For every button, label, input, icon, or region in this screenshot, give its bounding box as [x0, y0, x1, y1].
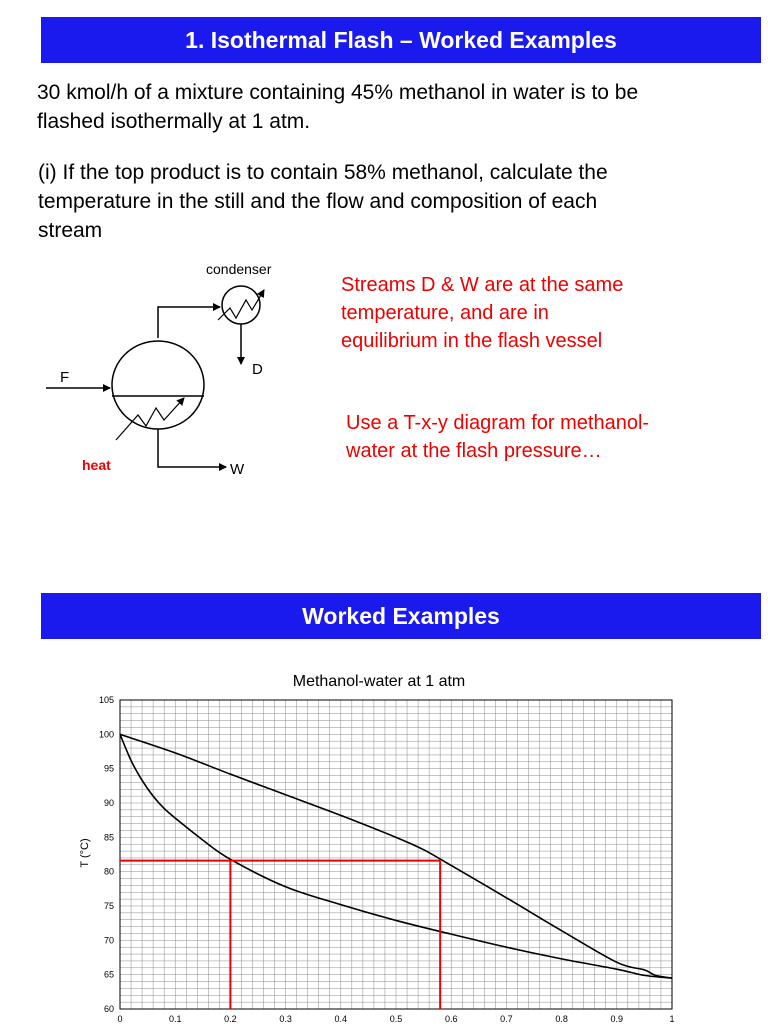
x-tick-label: 0: [117, 1014, 123, 1024]
x-tick-label: 0.4: [334, 1014, 348, 1024]
slide2-title: Worked Examples: [302, 602, 500, 629]
y-tick-label: 85: [103, 832, 114, 843]
note2-line-2: water at the flash pressure…: [346, 440, 602, 462]
question-line-3: stream: [38, 219, 103, 242]
problem-statement: [37, 78, 737, 136]
y-tick-label: 95: [103, 763, 114, 774]
x-tick-label: 0.1: [168, 1014, 182, 1024]
equilibrium-note: [341, 271, 623, 355]
bottoms-label: W: [230, 461, 245, 478]
txy-chart: [0, 660, 768, 1024]
note1-line-2: temperature, and are in: [341, 302, 549, 324]
intro-line-1: 30 kmol/h of a mixture containing 45% methanol in water is to be: [37, 81, 639, 104]
txy-diagram-note: [346, 409, 649, 465]
y-tick-label: 100: [98, 729, 114, 740]
x-tick-label: 0.6: [444, 1014, 458, 1024]
heat-label: heat: [82, 457, 111, 473]
x-tick-label: 0.3: [279, 1014, 292, 1024]
y-tick-label: 90: [103, 798, 114, 808]
x-tick-label: 0.2: [224, 1014, 237, 1024]
x-tick-label: 1: [669, 1014, 675, 1024]
x-tick-label: 0.9: [610, 1014, 624, 1024]
bottoms-line: [158, 429, 226, 467]
slide2-title-banner: [41, 593, 761, 639]
y-tick-label: 75: [103, 901, 114, 911]
x-tick-label: 0.5: [389, 1014, 403, 1024]
chart-title: Methanol-water at 1 atm: [292, 673, 466, 690]
question-line-2: temperature in the still and the flow and composition of each: [38, 190, 598, 213]
x-tick-label: 0.8: [555, 1014, 568, 1024]
intro-line-2: flashed isothermally at 1 atm.: [37, 110, 311, 133]
vapour-line: [158, 307, 220, 338]
x-tick-label: 0.7: [500, 1014, 513, 1024]
note1-line-1: Streams D & W are at the same: [341, 274, 624, 296]
flash-vessel: [112, 341, 204, 429]
y-tick-label: 80: [103, 866, 114, 877]
condenser-icon: [222, 286, 260, 324]
question-line-1: (i) If the top product is to contain 58% methanol, calculate the: [38, 161, 608, 184]
flash-drum-schematic: [0, 250, 330, 490]
slide1-title-banner: [41, 17, 761, 63]
note2-line-1: Use a T-x-y diagram for methanol-: [346, 412, 650, 434]
condenser-label: condenser: [206, 261, 272, 277]
y-tick-label: 60: [103, 1004, 114, 1014]
y-tick-label: 65: [103, 969, 114, 980]
question-text: [38, 158, 738, 245]
y-axis-label: T (°C): [79, 838, 91, 868]
y-tick-label: 70: [103, 935, 114, 946]
note1-line-3: equilibrium in the flash vessel: [341, 330, 603, 352]
distillate-label: D: [252, 361, 263, 378]
y-tick-label: 105: [98, 695, 114, 705]
feed-label: F: [60, 369, 70, 386]
slide1-title: 1. Isothermal Flash – Worked Examples: [185, 26, 617, 53]
